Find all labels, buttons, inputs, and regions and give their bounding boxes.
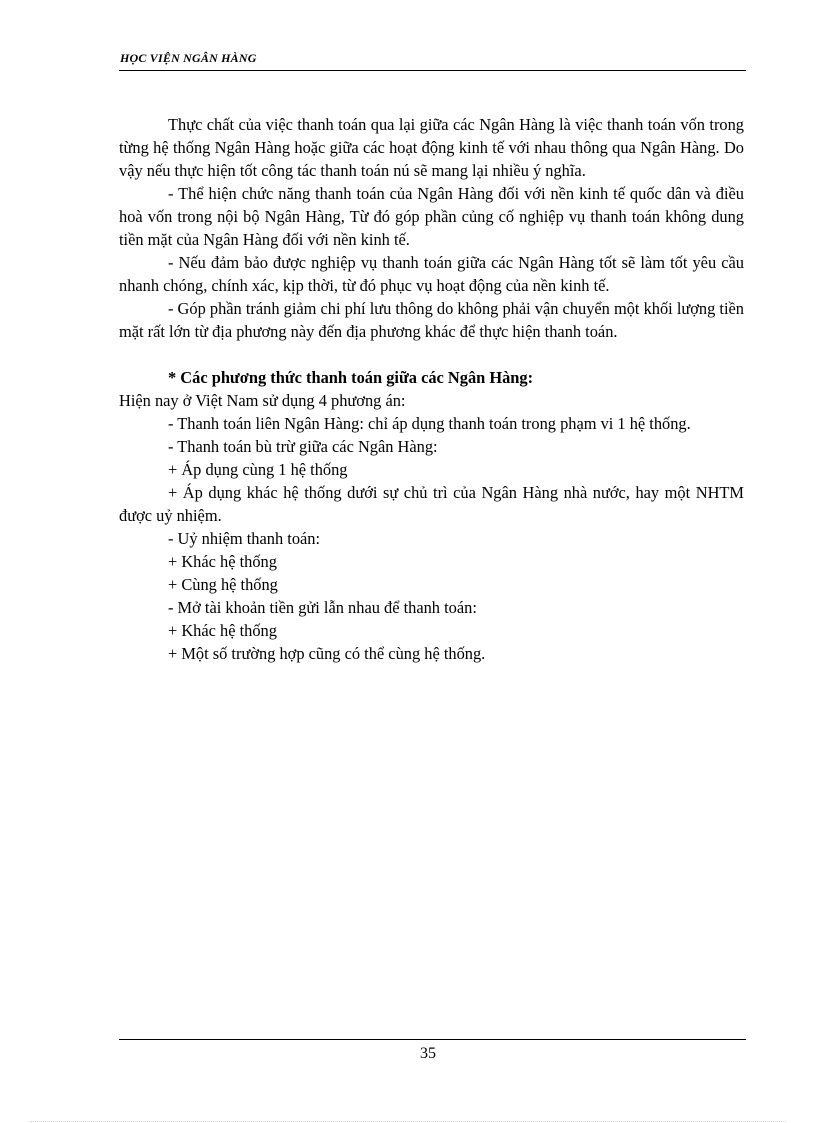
document-body xyxy=(119,113,744,665)
section-heading: * Các phương thức thanh toán giữa các Ngân Hàng: xyxy=(168,368,534,387)
method-mutual-accounts: - Mở tài khoản tiền gửi lẫn nhau để thanh toán: xyxy=(168,598,477,617)
paragraph-intro: Thực chất của việc thanh toán qua lại giữa các Ngân Hàng là việc thanh toán vốn trong từng hệ thống Ngân Hàng hoặc giữa các hoạt động kinh tế với nhau thông qua Ngân Hàng. Do vậy nếu thực hiện tốt công tác thanh toán nú sẽ mang lại nhiều ý nghĩa. xyxy=(119,115,744,180)
page-number: 35 xyxy=(420,1045,436,1062)
method-clearing-item-other-system: + Áp dụng khác hệ thống dưới sự chủ trì của Ngân Hàng nhà nước, hay một NHTM được uỷ nhiệm. xyxy=(119,483,744,525)
footer-divider xyxy=(119,1039,746,1040)
method-mutual-item-same-system: + Một số trường hợp cũng có thể cùng hệ thống. xyxy=(168,644,486,663)
intro-line: Hiện nay ở Việt Nam sử dụng 4 phương án: xyxy=(119,391,406,410)
paragraph-cost-reduction: - Góp phần tránh giảm chi phí lưu thông do không phải vận chuyển một khối lượng tiền mặt rất lớn từ địa phương này đến địa phương khác để thực hiện thanh toán. xyxy=(119,299,744,341)
method-authorized-item-other-system: + Khác hệ thống xyxy=(168,552,277,571)
page-bottom-edge xyxy=(30,1121,786,1122)
method-mutual-item-other-system: + Khác hệ thống xyxy=(168,621,277,640)
paragraph-payment-quality: - Nếu đảm bảo được nghiệp vụ thanh toán giữa các Ngân Hàng tốt sẽ làm tốt yêu cầu nhanh chóng, chính xác, kịp thời, từ đó phục vụ hoạt động của nền kinh tế. xyxy=(119,253,744,295)
method-interbank: - Thanh toán liên Ngân Hàng: chỉ áp dụng thanh toán trong phạm vi 1 hệ thống. xyxy=(168,414,691,433)
method-authorized-item-same-system: + Cùng hệ thống xyxy=(168,575,278,594)
paragraph-spacer xyxy=(119,343,744,366)
paragraph-payment-function: - Thể hiện chức năng thanh toán của Ngân Hàng đối với nền kinh tế quốc dân và điều hoà vốn trong nội bộ Ngân Hàng, Từ đó góp phần củng cố nghiệp vụ thanh toán không dung tiền mặt của Ngân Hàng đối với nền kinh tế. xyxy=(119,184,744,249)
header-divider xyxy=(119,70,746,71)
method-clearing: - Thanh toán bù trừ giữa các Ngân Hàng: xyxy=(168,437,438,456)
method-clearing-item-same-system: + Áp dụng cùng 1 hệ thống xyxy=(168,460,348,479)
header-title: HỌC VIỆN NGÂN HÀNG xyxy=(120,51,257,65)
method-authorized-payment: - Uỷ nhiệm thanh toán: xyxy=(168,529,321,548)
